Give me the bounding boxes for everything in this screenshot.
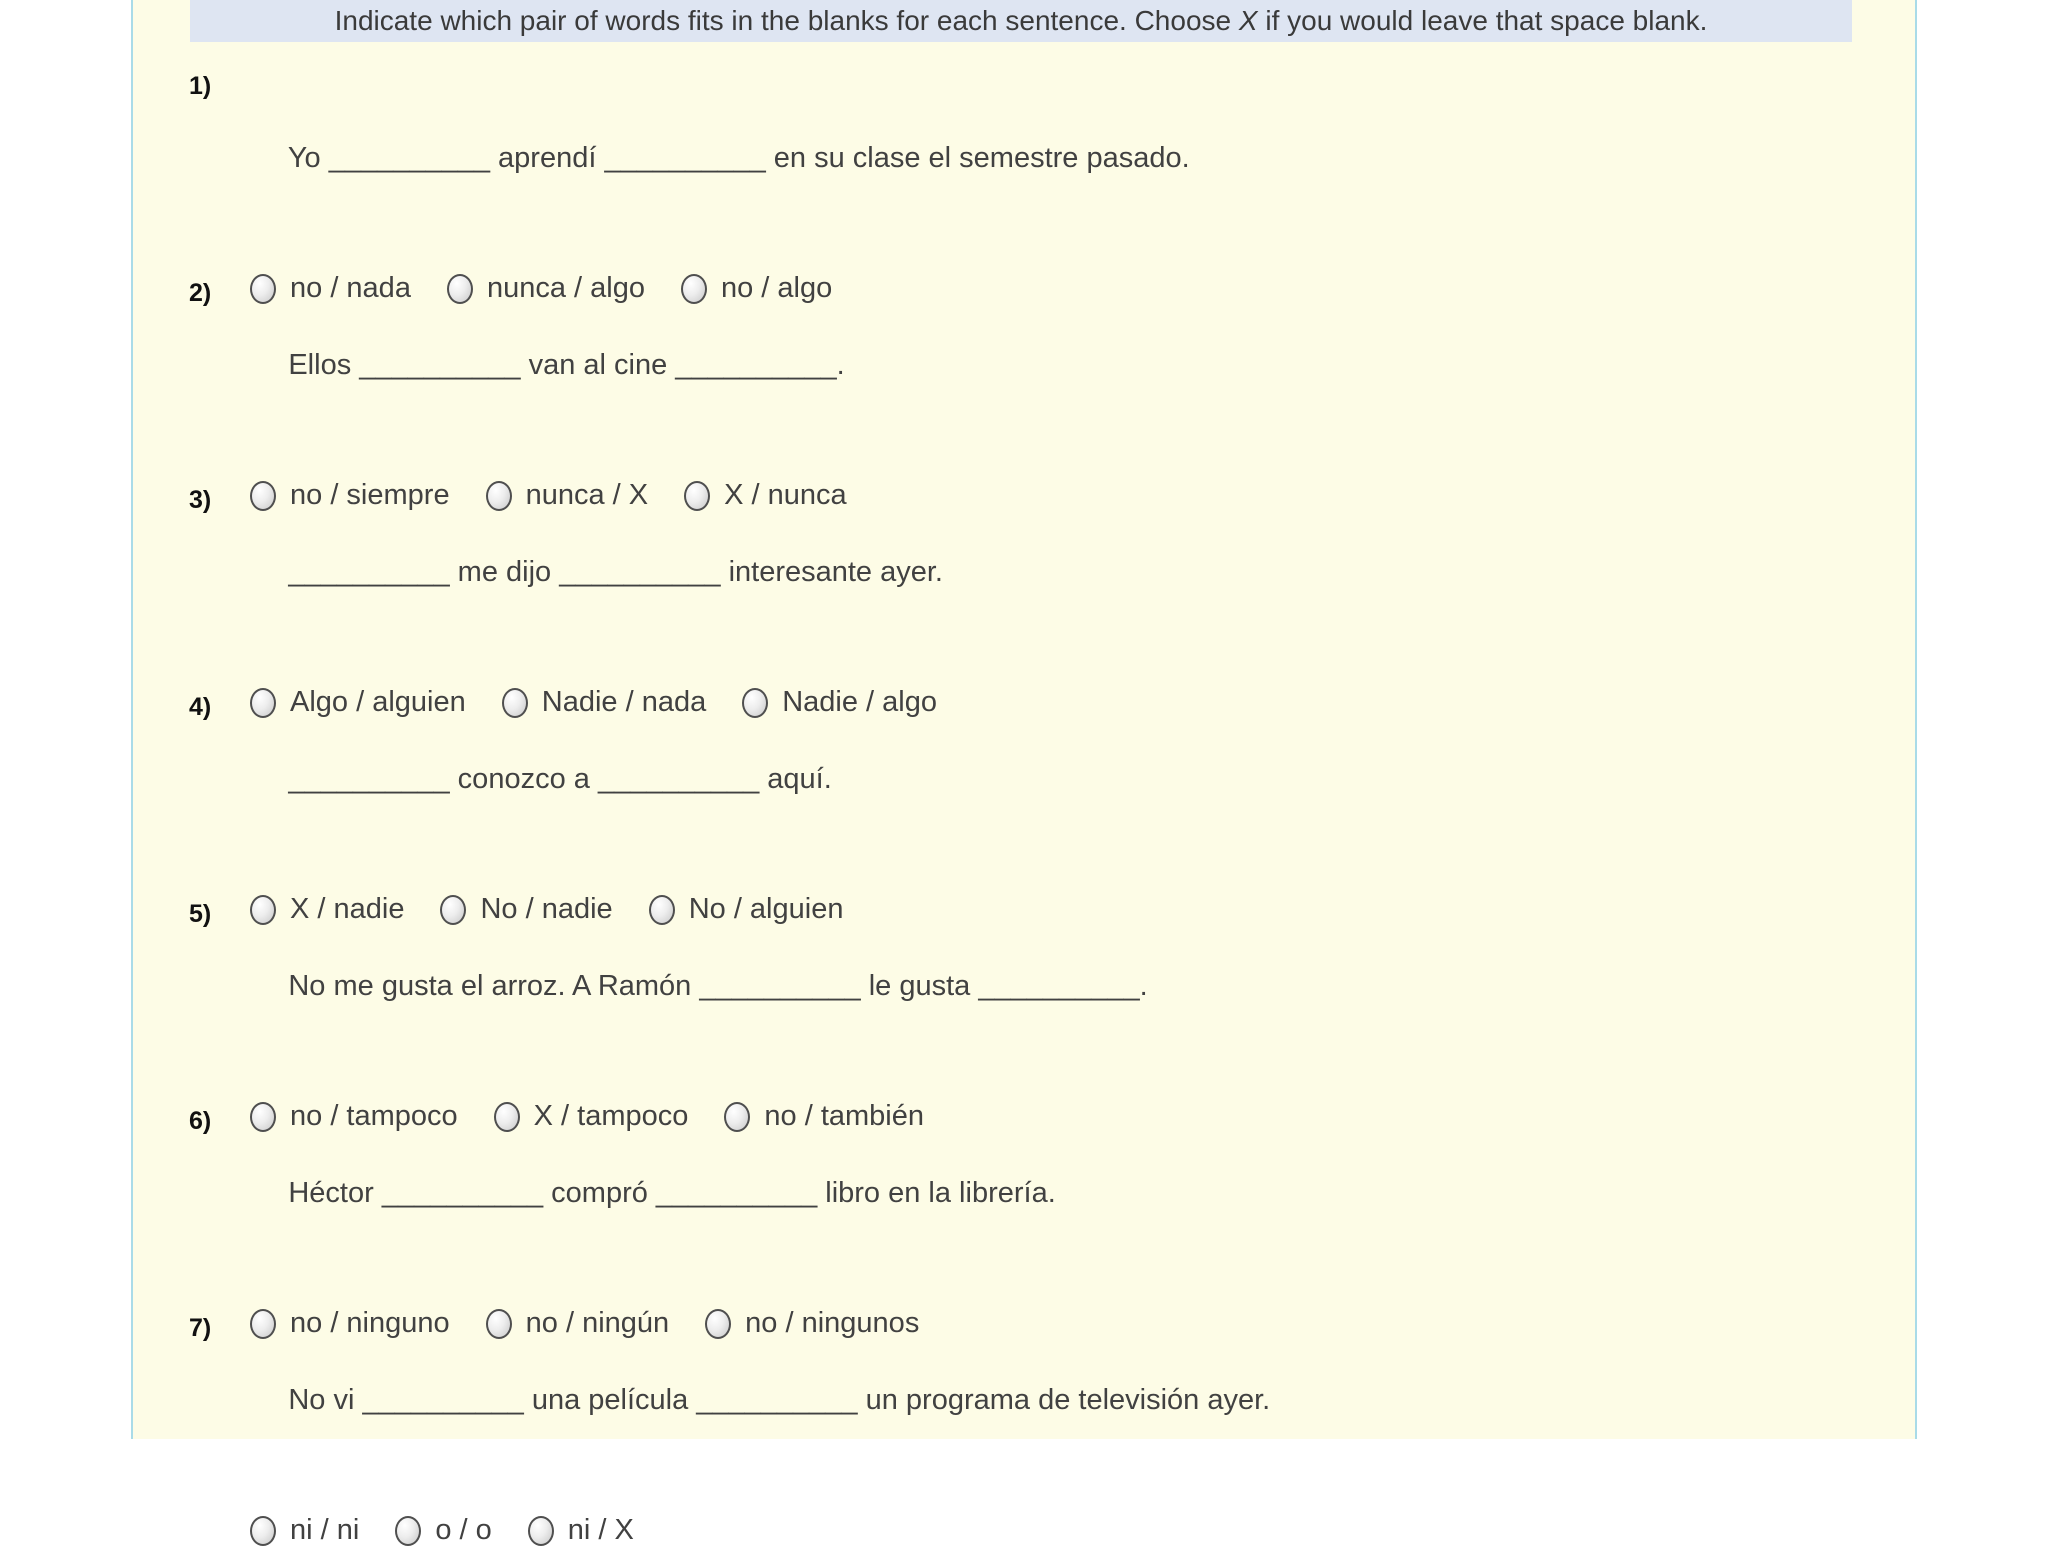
option-label[interactable]: no / ningunos (745, 1307, 920, 1339)
option-label[interactable]: ni / ni (290, 1514, 360, 1546)
option-label[interactable]: X / nunca (724, 479, 847, 511)
option-label[interactable]: no / ninguno (290, 1307, 450, 1339)
question-sentence: Yo __________ aprendí __________ en su clase el semestre pasado. (287, 142, 1190, 174)
question (133, 275, 1915, 511)
option-label[interactable]: ni / X (567, 1514, 634, 1546)
options-row (250, 1514, 1915, 1547)
question-line (133, 482, 1915, 626)
option-label[interactable]: X / tampoco (533, 1100, 689, 1132)
question-line (133, 68, 1915, 212)
question (133, 1103, 1915, 1339)
option-label[interactable]: nunca / algo (486, 272, 645, 304)
question-number: 3) (189, 486, 212, 514)
option-label[interactable]: No / nadie (480, 893, 613, 925)
question (133, 1310, 1915, 1546)
option-label[interactable]: no / algo (720, 272, 833, 304)
question-sentence: No me gusta el arroz. A Ramón __________ le gusta __________. (288, 970, 1148, 1002)
question-sentence: Ellos __________ van al cine __________. (288, 349, 845, 381)
question (133, 68, 1915, 304)
instruction-banner (190, 0, 1852, 42)
question-number: 7) (189, 1314, 212, 1342)
answer-option[interactable] (528, 1514, 634, 1547)
question (133, 896, 1915, 1132)
option-label[interactable]: nunca / X (525, 479, 649, 511)
quiz-sheet (131, 0, 1917, 1546)
option-label[interactable]: no / ningún (525, 1307, 670, 1339)
instruction-x-word: X (1238, 5, 1258, 36)
question (133, 689, 1915, 925)
question-line (133, 1103, 1915, 1247)
question (133, 482, 1915, 718)
answer-option[interactable] (250, 1514, 359, 1547)
question-number: 4) (189, 693, 212, 721)
question-sentence: __________ me dijo __________ interesante ayer. (288, 556, 943, 588)
option-label[interactable]: No / alguien (688, 893, 844, 925)
option-label[interactable]: no / tampoco (290, 1100, 458, 1132)
question-number: 5) (189, 900, 212, 928)
option-label[interactable]: no / siempre (290, 479, 450, 511)
option-label[interactable]: Nadie / nada (541, 686, 707, 718)
question-number: 1) (189, 72, 212, 100)
question-line (133, 1310, 1915, 1454)
radio-button-icon[interactable] (528, 1516, 554, 1546)
option-label[interactable]: no / nada (290, 272, 411, 304)
answer-option[interactable] (395, 1514, 491, 1547)
radio-button-icon[interactable] (250, 1516, 276, 1546)
option-label[interactable]: X / nadie (290, 893, 405, 925)
question-line (133, 275, 1915, 419)
instruction-text-before: Indicate which pair of words fits in the blanks for each sentence. Choose (334, 5, 1239, 36)
question-line (133, 896, 1915, 1040)
radio-button-icon[interactable] (395, 1516, 421, 1546)
question-line (133, 689, 1915, 833)
question-sentence: No vi __________ una película __________ un programa de televisión ayer. (288, 1384, 1271, 1416)
option-label[interactable]: o / o (435, 1514, 492, 1546)
question-number: 2) (189, 279, 212, 307)
option-label[interactable]: Nadie / algo (782, 686, 937, 718)
option-label[interactable]: no / también (764, 1100, 925, 1132)
question-sentence: Héctor __________ compró __________ libro en la librería. (288, 1177, 1056, 1209)
instruction-text-after: if you would leave that space blank. (1257, 5, 1708, 36)
question-number: 6) (189, 1107, 212, 1135)
questions-list (133, 42, 1915, 1546)
question-sentence: __________ conozco a __________ aquí. (288, 763, 832, 795)
option-label[interactable]: Algo / alguien (290, 686, 466, 718)
